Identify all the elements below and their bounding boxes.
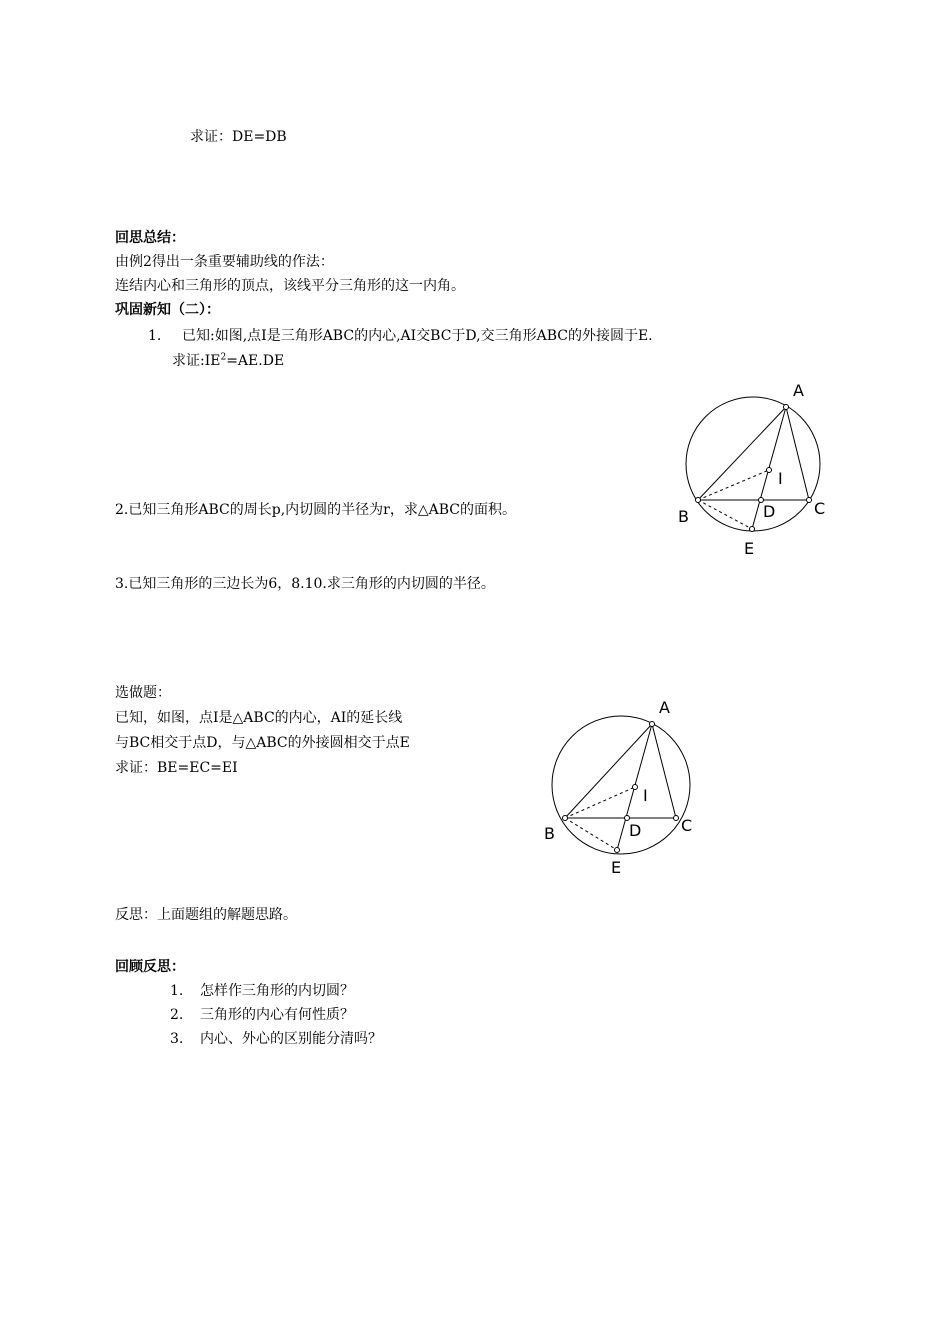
fig1-label-d: D (763, 502, 776, 521)
fig1-label-b: B (678, 507, 689, 526)
optional-line-1: 已知，如图，点I是△ABC的内心，AI的延长线 (115, 710, 403, 726)
fig2-label-c: C (681, 816, 693, 835)
question-1-text: 已知:如图,点I是三角形ABC的内心,AI交BC于D,交三角形ABC的外接圆于E. (182, 328, 653, 344)
reflection-heading: 回思总结： (115, 230, 185, 246)
fig2-label-d: D (629, 821, 642, 840)
geometry-figure-2 (540, 695, 710, 880)
question-1-prove-exponent: 2 (220, 352, 227, 363)
review-item-2-number: 2. (170, 1007, 184, 1023)
review-item-3-text: 内心、外心的区别能分清吗？ (200, 1031, 382, 1047)
think-line: 反思：上面题组的解题思路。 (115, 907, 297, 923)
optional-heading: 选做题： (115, 685, 171, 701)
prove-statement-top: 求证：DE=DB (190, 129, 287, 145)
question-1-number: 1. (148, 328, 162, 344)
question-1-prove (172, 352, 284, 370)
review-item-3-number: 3. (170, 1031, 184, 1047)
review-heading: 回顾反思： (115, 959, 185, 975)
reflection-line-2: 连结内心和三角形的顶点，该线平分三角形的这一内角。 (115, 278, 465, 294)
fig1-label-e: E (744, 539, 755, 558)
geometry-figure-1 (670, 380, 840, 560)
fig1-label-i: I (778, 469, 783, 488)
question-1-prove-suffix: =AE.DE (226, 353, 285, 369)
review-item-1-text: 怎样作三角形的内切圆？ (200, 983, 354, 999)
review-item-2-text: 三角形的内心有何性质？ (200, 1007, 354, 1023)
consolidate-heading: 巩固新知（二）： (115, 302, 220, 318)
reflection-line-1: 由例2得出一条重要辅助线的作法： (115, 254, 334, 270)
fig1-label-a: A (793, 381, 804, 400)
fig2-label-a: A (659, 698, 670, 717)
question-3-text: 3.已知三角形的三边长为6，8.10.求三角形的内切圆的半径。 (115, 576, 495, 592)
fig1-label-c: C (814, 499, 826, 518)
optional-line-2: 与BC相交于点D，与△ABC的外接圆相交于点E (115, 735, 410, 751)
review-item-1-number: 1. (170, 983, 184, 999)
fig2-label-i: I (643, 786, 648, 805)
question-1-prove-prefix: 求证:IE (172, 353, 221, 369)
optional-line-3: 求证：BE=EC=EI (115, 760, 238, 776)
question-2-text: 2.已知三角形ABC的周长p,内切圆的半径为r，求△ABC的面积。 (115, 502, 516, 518)
fig2-label-e: E (611, 858, 622, 877)
fig2-label-b: B (544, 824, 555, 843)
